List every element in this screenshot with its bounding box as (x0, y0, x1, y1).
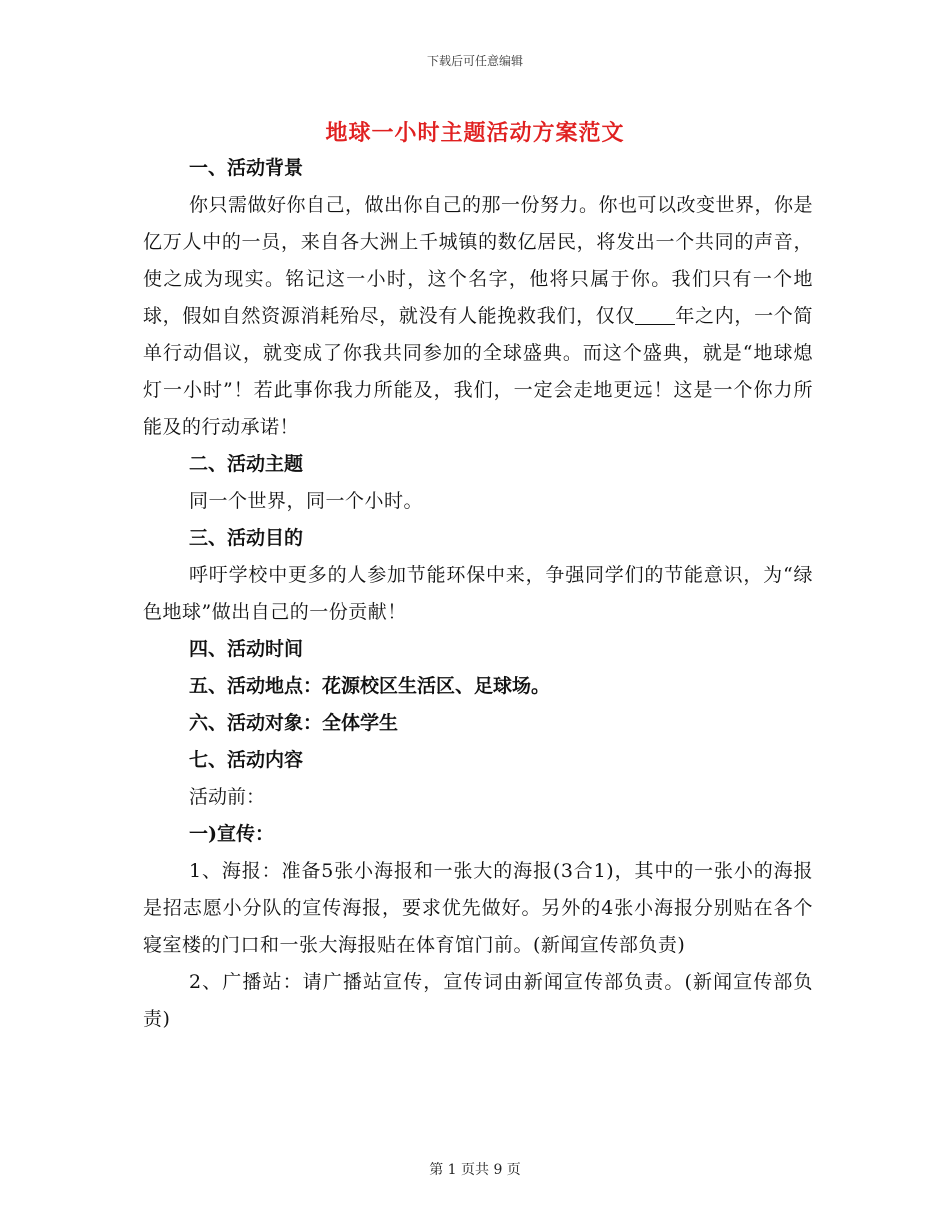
document-title: 地球一小时主题活动方案范文 (325, 120, 625, 146)
section-heading-background: 一、活动背景 (189, 157, 304, 179)
section-heading-content: 七、活动内容 (189, 749, 304, 771)
publicity-item-poster: 1、海报：准备5张小海报和一张大的海报(3合1)，其中的一张小的海报是招志愿小分队的宣传海报，要求优先做好。另外的4张小海报分别贴在各个寝室楼的门口和一张大海报贴在体育馆门前。(新闻宣传部负责) (143, 860, 813, 956)
before-activity-label: 活动前： (189, 786, 266, 808)
background-text-b: 年之内，一个简单行动倡议，就变成了你我共同参加的全球盛典。而这个盛典，就是“地球熄灯一小时”！若此事你我力所能及，我们，一定会走地更远！这是一个你力所能及的行动承诺！ (143, 305, 813, 438)
fill-blank (635, 305, 675, 325)
section-heading-theme: 二、活动主题 (189, 453, 304, 475)
subsection-heading-publicity: 一)宣传： (189, 823, 274, 845)
background-paragraph (143, 187, 813, 446)
section-heading-time: 四、活动时间 (189, 638, 304, 660)
document-body (143, 150, 813, 1038)
section-heading-purpose: 三、活动目的 (189, 527, 304, 549)
theme-text: 同一个世界，同一个小时。 (189, 490, 424, 512)
section-heading-location: 五、活动地点：花源校区生活区、足球场。 (189, 675, 551, 697)
purpose-text: 呼吁学校中更多的人参加节能环保中来，争强同学们的节能意识，为“绿色地球”做出自己的一份贡献！ (143, 564, 813, 623)
section-heading-audience: 六、活动对象：全体学生 (189, 712, 399, 734)
background-text-a: 你只需做好你自己，做出你自己的那一份努力。你也可以改变世界，你是亿万人中的一员，来自各大洲上千城镇的数亿居民，将发出一个共同的声音，使之成为现实。铭记这一小时，这个名字，他将只属于你。我们只有一个地球，假如自然资源消耗殆尽，就没有人能挽救我们，仅仅 (143, 194, 814, 327)
page-header: 下载后可任意编辑 (426, 54, 523, 68)
publicity-item-broadcast: 2、广播站：请广播站宣传，宣传词由新闻宣传部负责。(新闻宣传部负责) (143, 971, 813, 1030)
page-footer: 第 1 页共 9 页 (429, 1162, 521, 1178)
